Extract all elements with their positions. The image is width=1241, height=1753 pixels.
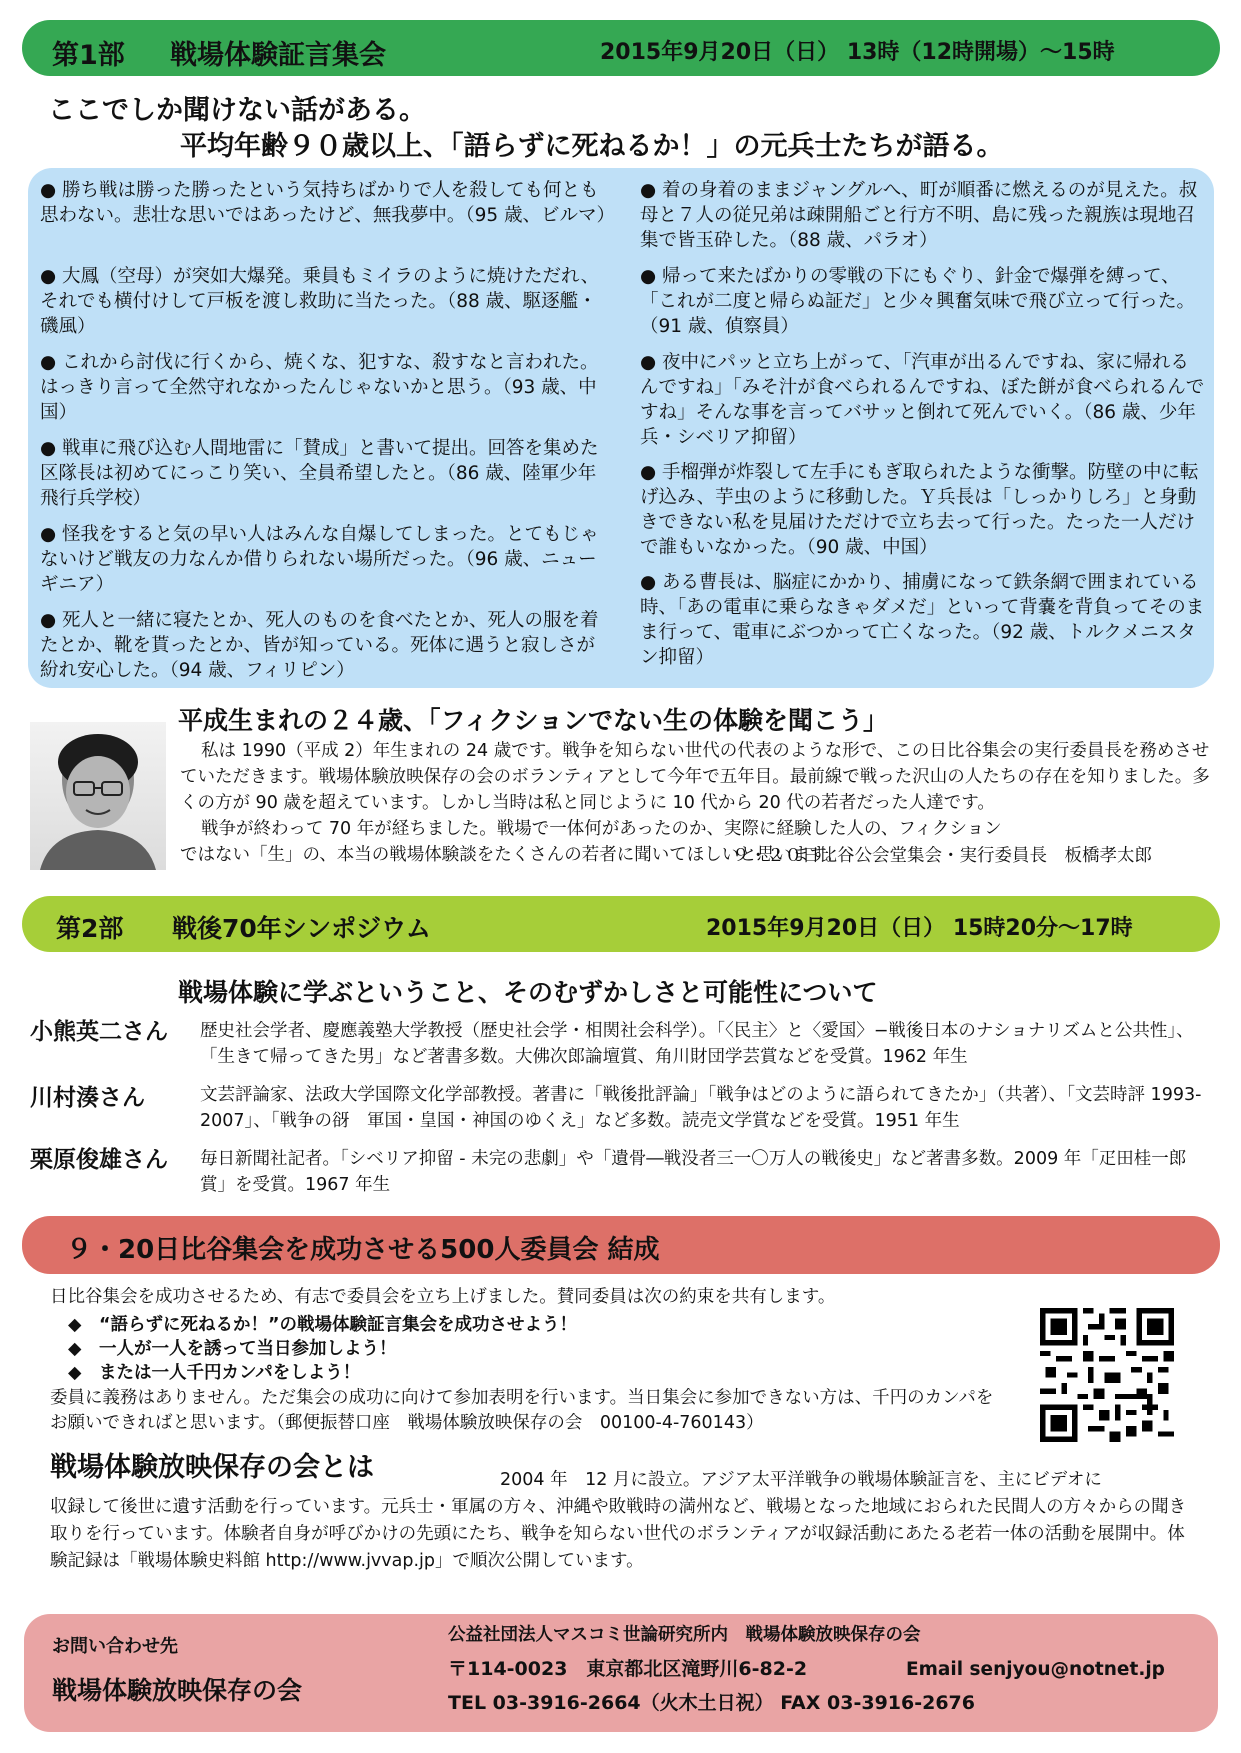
qr-code[interactable]	[1040, 1308, 1174, 1442]
contact-email[interactable]: Email senjyou@notnet.jp	[906, 1659, 1165, 1680]
part2-theme: 戦場体験に学ぶということ、そのむずかしさと可能性について	[178, 978, 878, 1007]
speaker-name-2: 川村湊さん	[30, 1085, 145, 1111]
part2-title: 戦後70年シンポジウム	[172, 914, 431, 943]
testimony-right-5: ● ある曹長は、脳症にかかり、捕虜になって鉄条網で囲まれている時、「あの電車に乗らなきゃダメだ」といって背嚢を背負ってそのまま行って、電車にぶつかって亡くなった。（92 歳、トルクメニスタン抑留）	[640, 572, 1205, 668]
chair-signature: ９・２０日比谷公会堂集会・実行委員長 板橋孝太郎	[732, 846, 1152, 866]
speaker-name-1: 小熊英二さん	[30, 1019, 168, 1045]
part1-banner	[22, 20, 1220, 76]
part2-datetime: 2015年9月20日（日） 15時20分〜17時	[706, 916, 1133, 941]
testimony-right-2: ● 帰って来たばかりの零戦の下にもぐり、針金で爆弾を縛って、「これが二度と帰らぬ証だ」と少々興奮気味で飛び立って行った。（91 歳、偵察員）	[640, 266, 1196, 337]
committee-intro: 日比谷集会を成功させるため、有志で委員会を立ち上げました。賛同委員は次の約束を共有します。	[50, 1287, 836, 1307]
part1-title: 戦場体験証言集会	[170, 40, 386, 71]
testimony-left-2: ● 大鳳（空母）が突如大爆発。乗員もミイラのように焼けただれ、それでも横付けして戸板を渡し救助に当たった。（88 歳、駆逐艦・磯風）	[40, 266, 600, 337]
committee-title: ９・20日比谷集会を成功させる500人委員会 結成	[66, 1235, 660, 1265]
pledge-2: ◆ 一人が一人を誘って当日参加しよう！	[68, 1339, 397, 1359]
contact-org: 戦場体験放映保存の会	[52, 1676, 303, 1705]
committee-note: 委員に義務はありません。ただ集会の成功に向けて参加表明を行います。当日集会に参加できない方は、千円のカンパをお願いできればと思います。（郵便振替口座 戦場体験放映保存の会 00100-4-760143）	[50, 1388, 994, 1433]
speaker-bio-2: 文芸評論家、法政大学国際文化学部教授。著書に「戦後批評論」「戦争はどのように語られてきたか」（共著）、「文芸時評 1993-2007」、「戦争の谺 軍国・皇国・神国のゆくえ」など多数。読売文学賞などを受賞。1951 年生	[200, 1085, 1202, 1131]
contact-label: お問い合わせ先	[52, 1636, 178, 1657]
part1-headline-1: ここでしか聞けない話がある。	[48, 95, 426, 126]
about-lead: 2004 年 12 月に設立。アジア太平洋戦争の戦場体験証言を、主にビデオに	[500, 1470, 1102, 1490]
part1-headline-2: 平均年齢９０歳以上、「語らずに死ねるか！」の元兵士たちが語る。	[180, 131, 1004, 162]
contact-line-1: 公益社団法人マスコミ世論研究所内 戦場体験放映保存の会	[448, 1625, 921, 1645]
testimony-left-4: ● 戦車に飛び込む人間地雷に「賛成」と書いて提出。回答を集めた区隊長は初めてにっこり笑い、全員希望したと。（86 歳、陸軍少年飛行兵学校）	[40, 438, 599, 509]
testimony-left-1: ● 勝ち戦は勝った勝ったという気持ちばかりで人を殺しても何とも思わない。悲壮な思いではあったけど、無我夢中。（95 歳、ビルマ）	[40, 180, 615, 226]
part2-label: 第2部	[56, 914, 124, 943]
chair-photo	[30, 722, 166, 870]
pledge-3: ◆ または一人千円カンパをしよう！	[68, 1363, 361, 1383]
part1-label: 第1部	[52, 40, 125, 71]
about-title: 戦場体験放映保存の会とは	[50, 1452, 374, 1483]
chair-heading: 平成生まれの２４歳、「フィクションでない生の体験を聞こう」	[178, 706, 889, 735]
testimony-left-3: ● これから討伐に行くから、焼くな、犯すな、殺すなと言われた。はっきり言って全然守れなかったんじゃないかと思う。（93 歳、中国）	[40, 352, 599, 423]
testimony-left-5: ● 怪我をすると気の早い人はみんな自爆してしまった。とてもじゃないけど戦友の力なんか借りられない場所だった。（96 歳、ニューギニア）	[40, 524, 599, 595]
speaker-name-3: 栗原俊雄さん	[30, 1147, 168, 1173]
testimony-right-3: ● 夜中にパッと立ち上がって、「汽車が出るんですね、家に帰れるんですね」「みそ汁が食べられるんですね、ぼた餅が食べられるんですね」そんな事を言ってバサッと倒れて死んでいく。（86 歳、少年兵・シベリア抑留）	[640, 352, 1205, 448]
committee-banner	[22, 1216, 1220, 1274]
testimony-right-1: ● 着の身着のままジャングルへ、町が順番に燃えるのが見えた。叔母と７人の従兄弟は疎開船ごと行方不明、島に残った親族は現地召集で皆玉砕した。（88 歳、パラオ）	[640, 180, 1198, 251]
about-body: 収録して後世に遺す活動を行っています。元兵士・軍属の方々、沖縄や敗戦時の満州など、戦場となった地域におられた民間人の方々からの聞き取りを行っています。体験者自身が呼びかけの先頭にたち、戦争を知らない世代のボランティアが収録活動にあたる老若一体の活動を展開中。体験記録は「戦場体験史料館 http://www.jvvap.jp」で順次公開しています。	[50, 1497, 1187, 1571]
part1-datetime: 2015年9月20日（日） 13時（12時開場）〜15時	[600, 40, 1115, 65]
contact-line-2: 〒114-0023 東京都北区滝野川6-82-2	[448, 1658, 808, 1680]
testimony-left-6: ● 死人と一緒に寝たとか、死人のものを食べたとか、死人の服を着たとか、靴を貰ったとか、皆が知っている。死体に遇うと寂しさが紛れ安心した。（94 歳、フィリピン）	[40, 610, 599, 681]
chair-paragraph-1: 私は 1990（平成 2）年生まれの 24 歳です。戦争を知らない世代の代表のような形で、この日比谷集会の実行委員長を務めさせていただきます。戦場体験放映保存の会のボランティアとして今年で五年目。最前線で戦った沢山の人たちの存在を知りました。多くの方が 90 歳を超えています。しかし当時は私と同じように 10 代から 20 代の若者だった人達です。	[180, 741, 1210, 813]
testimony-right-4: ● 手榴弾が炸裂して左手にもぎ取られたような衝撃。防壁の中に転げ込み、芋虫のように移動した。Ｙ兵長は「しっかりしろ」と身動きできない私を見届けただけで立ち去って行った。たった一人だけで誰もいなかった。（90 歳、中国）	[640, 462, 1199, 558]
pledge-1: ◆ “語らずに死ねるか！”の戦場体験証言集会を成功させよう！	[68, 1315, 577, 1335]
part2-banner	[22, 896, 1220, 952]
speaker-bio-3: 毎日新聞社記者。「シベリア抑留 - 未完の悲劇」や「遺骨―戦没者三一〇万人の戦後史」など著書多数。2009 年「疋田桂一郎賞」を受賞。1967 年生	[200, 1149, 1187, 1195]
chair-paragraph-2: 戦争が終わって 70 年が経ちました。戦場で一体何があったのか、実際に経験した人の、フィクションではない「生」の、本当の戦場体験談をたくさんの若者に聞いてほしいと思います。	[180, 819, 1002, 865]
contact-line-3: TEL 03-3916-2664（火木土日祝） FAX 03-3916-2676	[448, 1692, 975, 1714]
speaker-bio-1: 歴史社会学者、慶應義塾大学教授（歴史社会学・相関社会科学）。「〈民主〉と〈愛国〉−戦後日本のナショナリズムと公共性」、「生きて帰ってきた男」など著書多数。大佛次郎論壇賞、角川財団学芸賞などを受賞。1962 年生	[200, 1021, 1194, 1067]
